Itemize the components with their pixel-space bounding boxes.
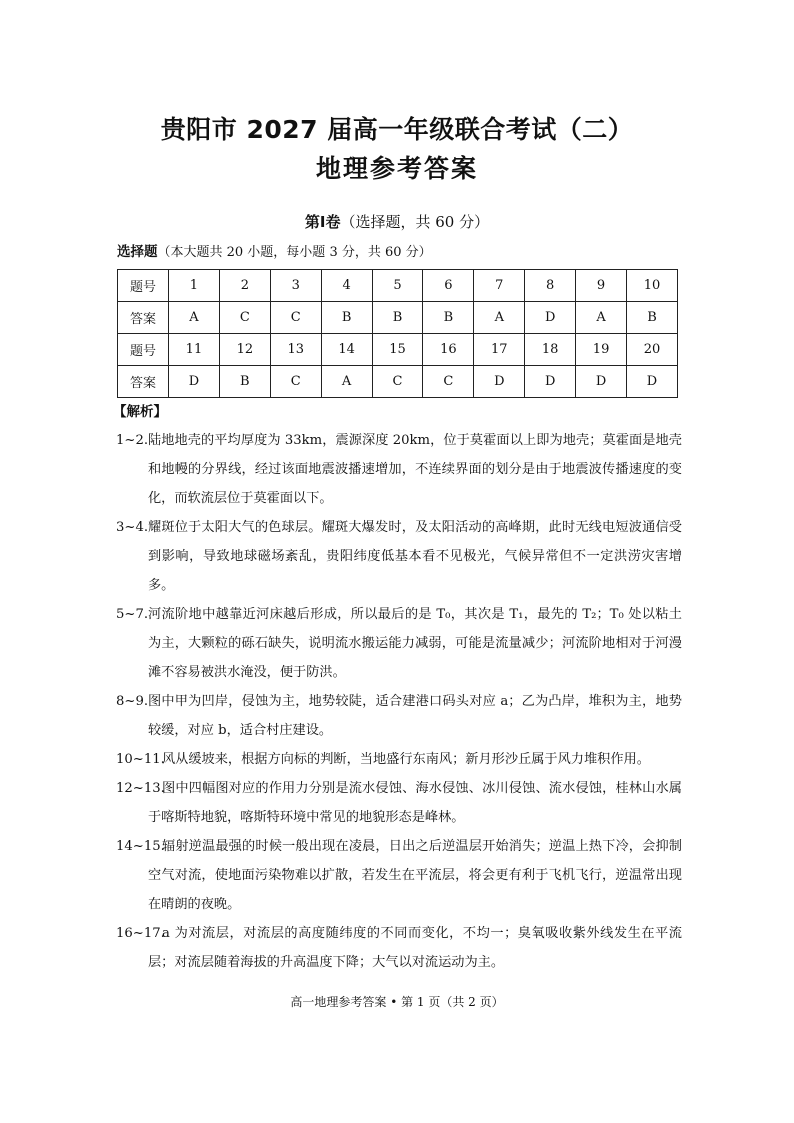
- choice-label: 选择题: [117, 244, 158, 260]
- table-cell: 10: [627, 270, 678, 302]
- explanation-text: 风从缓坡来，根据方向标的判断，当地盛行东南风；新月形沙丘属于风力堆积作用。: [162, 752, 650, 767]
- table-cell: 13: [270, 334, 321, 366]
- section-label: 第Ⅰ卷: [304, 213, 341, 231]
- explanation-number: 12~13.: [116, 781, 165, 796]
- table-cell: D: [576, 366, 627, 398]
- table-cell: C: [270, 302, 321, 334]
- explanation-item: [116, 774, 682, 832]
- explanation-item: [116, 600, 682, 687]
- table-cell: D: [627, 366, 678, 398]
- table-cell: C: [423, 366, 474, 398]
- table-cell: 18: [525, 334, 576, 366]
- table-cell: D: [525, 366, 576, 398]
- answer-key-title: 地理参考答案: [315, 154, 478, 183]
- table-cell: A: [321, 366, 372, 398]
- table-cell: C: [372, 366, 423, 398]
- table-cell: 12: [219, 334, 270, 366]
- explanation-text: 耀斑位于太阳大气的色球层。耀斑大爆发时，及太阳活动的高峰期，此时无线电短波通信受到影响，导致地球磁场紊乱，贵阳纬度低基本看不见极光，气候异常但不一定洪涝灾害增多。: [148, 520, 682, 593]
- answer-table: [117, 269, 678, 398]
- explanation-item: [116, 745, 682, 774]
- explanation-number: 16~17.: [116, 926, 165, 941]
- table-cell: 9: [576, 270, 627, 302]
- table-cell: D: [525, 302, 576, 334]
- explanation-item: [116, 919, 682, 977]
- explanation-item: [116, 687, 682, 745]
- table-cell: C: [270, 366, 321, 398]
- section-desc: （选择题，共 60 分）: [340, 213, 490, 231]
- table-row: [118, 270, 678, 302]
- explanation-number: 8~9.: [116, 694, 149, 709]
- table-row-header: 题号: [118, 334, 169, 366]
- table-cell: 3: [270, 270, 321, 302]
- table-cell: 15: [372, 334, 423, 366]
- explanation-number: 3~4.: [116, 520, 149, 535]
- table-cell: 19: [576, 334, 627, 366]
- explanation-item: [116, 513, 682, 600]
- explanation-text: 辐射逆温最强的时候一般出现在凌晨，日出之后逆温层开始消失；逆温上热下冷，会抑制空气对流，使地面污染物难以扩散，若发生在平流层，将会更有利于飞机飞行，逆温常出现在晴朗的夜晚。: [148, 839, 682, 912]
- table-row-header: 题号: [118, 270, 169, 302]
- table-cell: A: [576, 302, 627, 334]
- table-cell: 11: [169, 334, 220, 366]
- explanation-text: 陆地地壳的平均厚度为 33km，震源深度 20km，位于莫霍面以上即为地壳；莫霍面是地壳和地幔的分界线，经过该面地震波播速增加，不连续界面的划分是由于地震波传播速度的变化，而软流层位于莫霍面以下。: [148, 433, 682, 506]
- table-cell: B: [372, 302, 423, 334]
- page-footer: 高一地理参考答案 • 第 1 页（共 2 页）: [290, 995, 504, 1009]
- table-cell: 16: [423, 334, 474, 366]
- table-cell: 1: [169, 270, 220, 302]
- table-cell: B: [219, 366, 270, 398]
- exam-title: 贵阳市 2027 届高一年级联合考试（二）: [160, 115, 634, 144]
- table-cell: C: [219, 302, 270, 334]
- table-cell: 2: [219, 270, 270, 302]
- explanation-text: 图中四幅图对应的作用力分别是流水侵蚀、海水侵蚀、冰川侵蚀、流水侵蚀，桂林山水属于喀斯特地貌，喀斯特环境中常见的地貌形态是峰林。: [148, 781, 682, 825]
- table-cell: 17: [474, 334, 525, 366]
- table-cell: B: [321, 302, 372, 334]
- table-cell: 7: [474, 270, 525, 302]
- explanation-text: a 为对流层，对流层的高度随纬度的不同而变化，不均一；臭氧吸收紫外线发生在平流层；对流层随着海拔的升高温度下降；大气以对流运动为主。: [148, 926, 682, 970]
- explanation-number: 5~7.: [116, 607, 149, 622]
- explanation-number: 1~2.: [116, 433, 149, 448]
- table-row: [118, 366, 678, 398]
- table-cell: D: [474, 366, 525, 398]
- choice-desc: （本大题共 20 小题，每小题 3 分，共 60 分）: [157, 245, 432, 260]
- table-row-header: 答案: [118, 302, 169, 334]
- explanation-heading: 【解析】: [113, 404, 167, 420]
- explanation-number: 14~15.: [116, 839, 165, 854]
- explanation-text: 河流阶地中越靠近河床越后形成，所以最后的是 T₀，其次是 T₁，最先的 T₂；T₀ 处以粘土为主，大颗粒的砾石缺失，说明流水搬运能力减弱，可能是流量减少；河流阶地相对于河漫滩不容易被洪水淹没，便于防洪。: [148, 607, 682, 680]
- table-cell: 5: [372, 270, 423, 302]
- explanation-text: 图中甲为凹岸，侵蚀为主，地势较陡，适合建港口码头对应 a；乙为凸岸，堆积为主，地势较缓，对应 b，适合村庄建设。: [148, 694, 682, 738]
- choice-intro: [117, 242, 432, 263]
- table-cell: B: [423, 302, 474, 334]
- explanation-number: 10~11.: [116, 752, 165, 767]
- table-row: [118, 302, 678, 334]
- table-cell: 6: [423, 270, 474, 302]
- table-row-header: 答案: [118, 366, 169, 398]
- table-cell: 14: [321, 334, 372, 366]
- table-cell: B: [627, 302, 678, 334]
- table-cell: A: [169, 302, 220, 334]
- table-cell: 20: [627, 334, 678, 366]
- explanation-item: [116, 426, 682, 513]
- explanation-item: [116, 832, 682, 919]
- table-cell: 4: [321, 270, 372, 302]
- table-cell: D: [169, 366, 220, 398]
- table-cell: A: [474, 302, 525, 334]
- table-row: [118, 334, 678, 366]
- table-cell: 8: [525, 270, 576, 302]
- section-heading: [0, 211, 794, 233]
